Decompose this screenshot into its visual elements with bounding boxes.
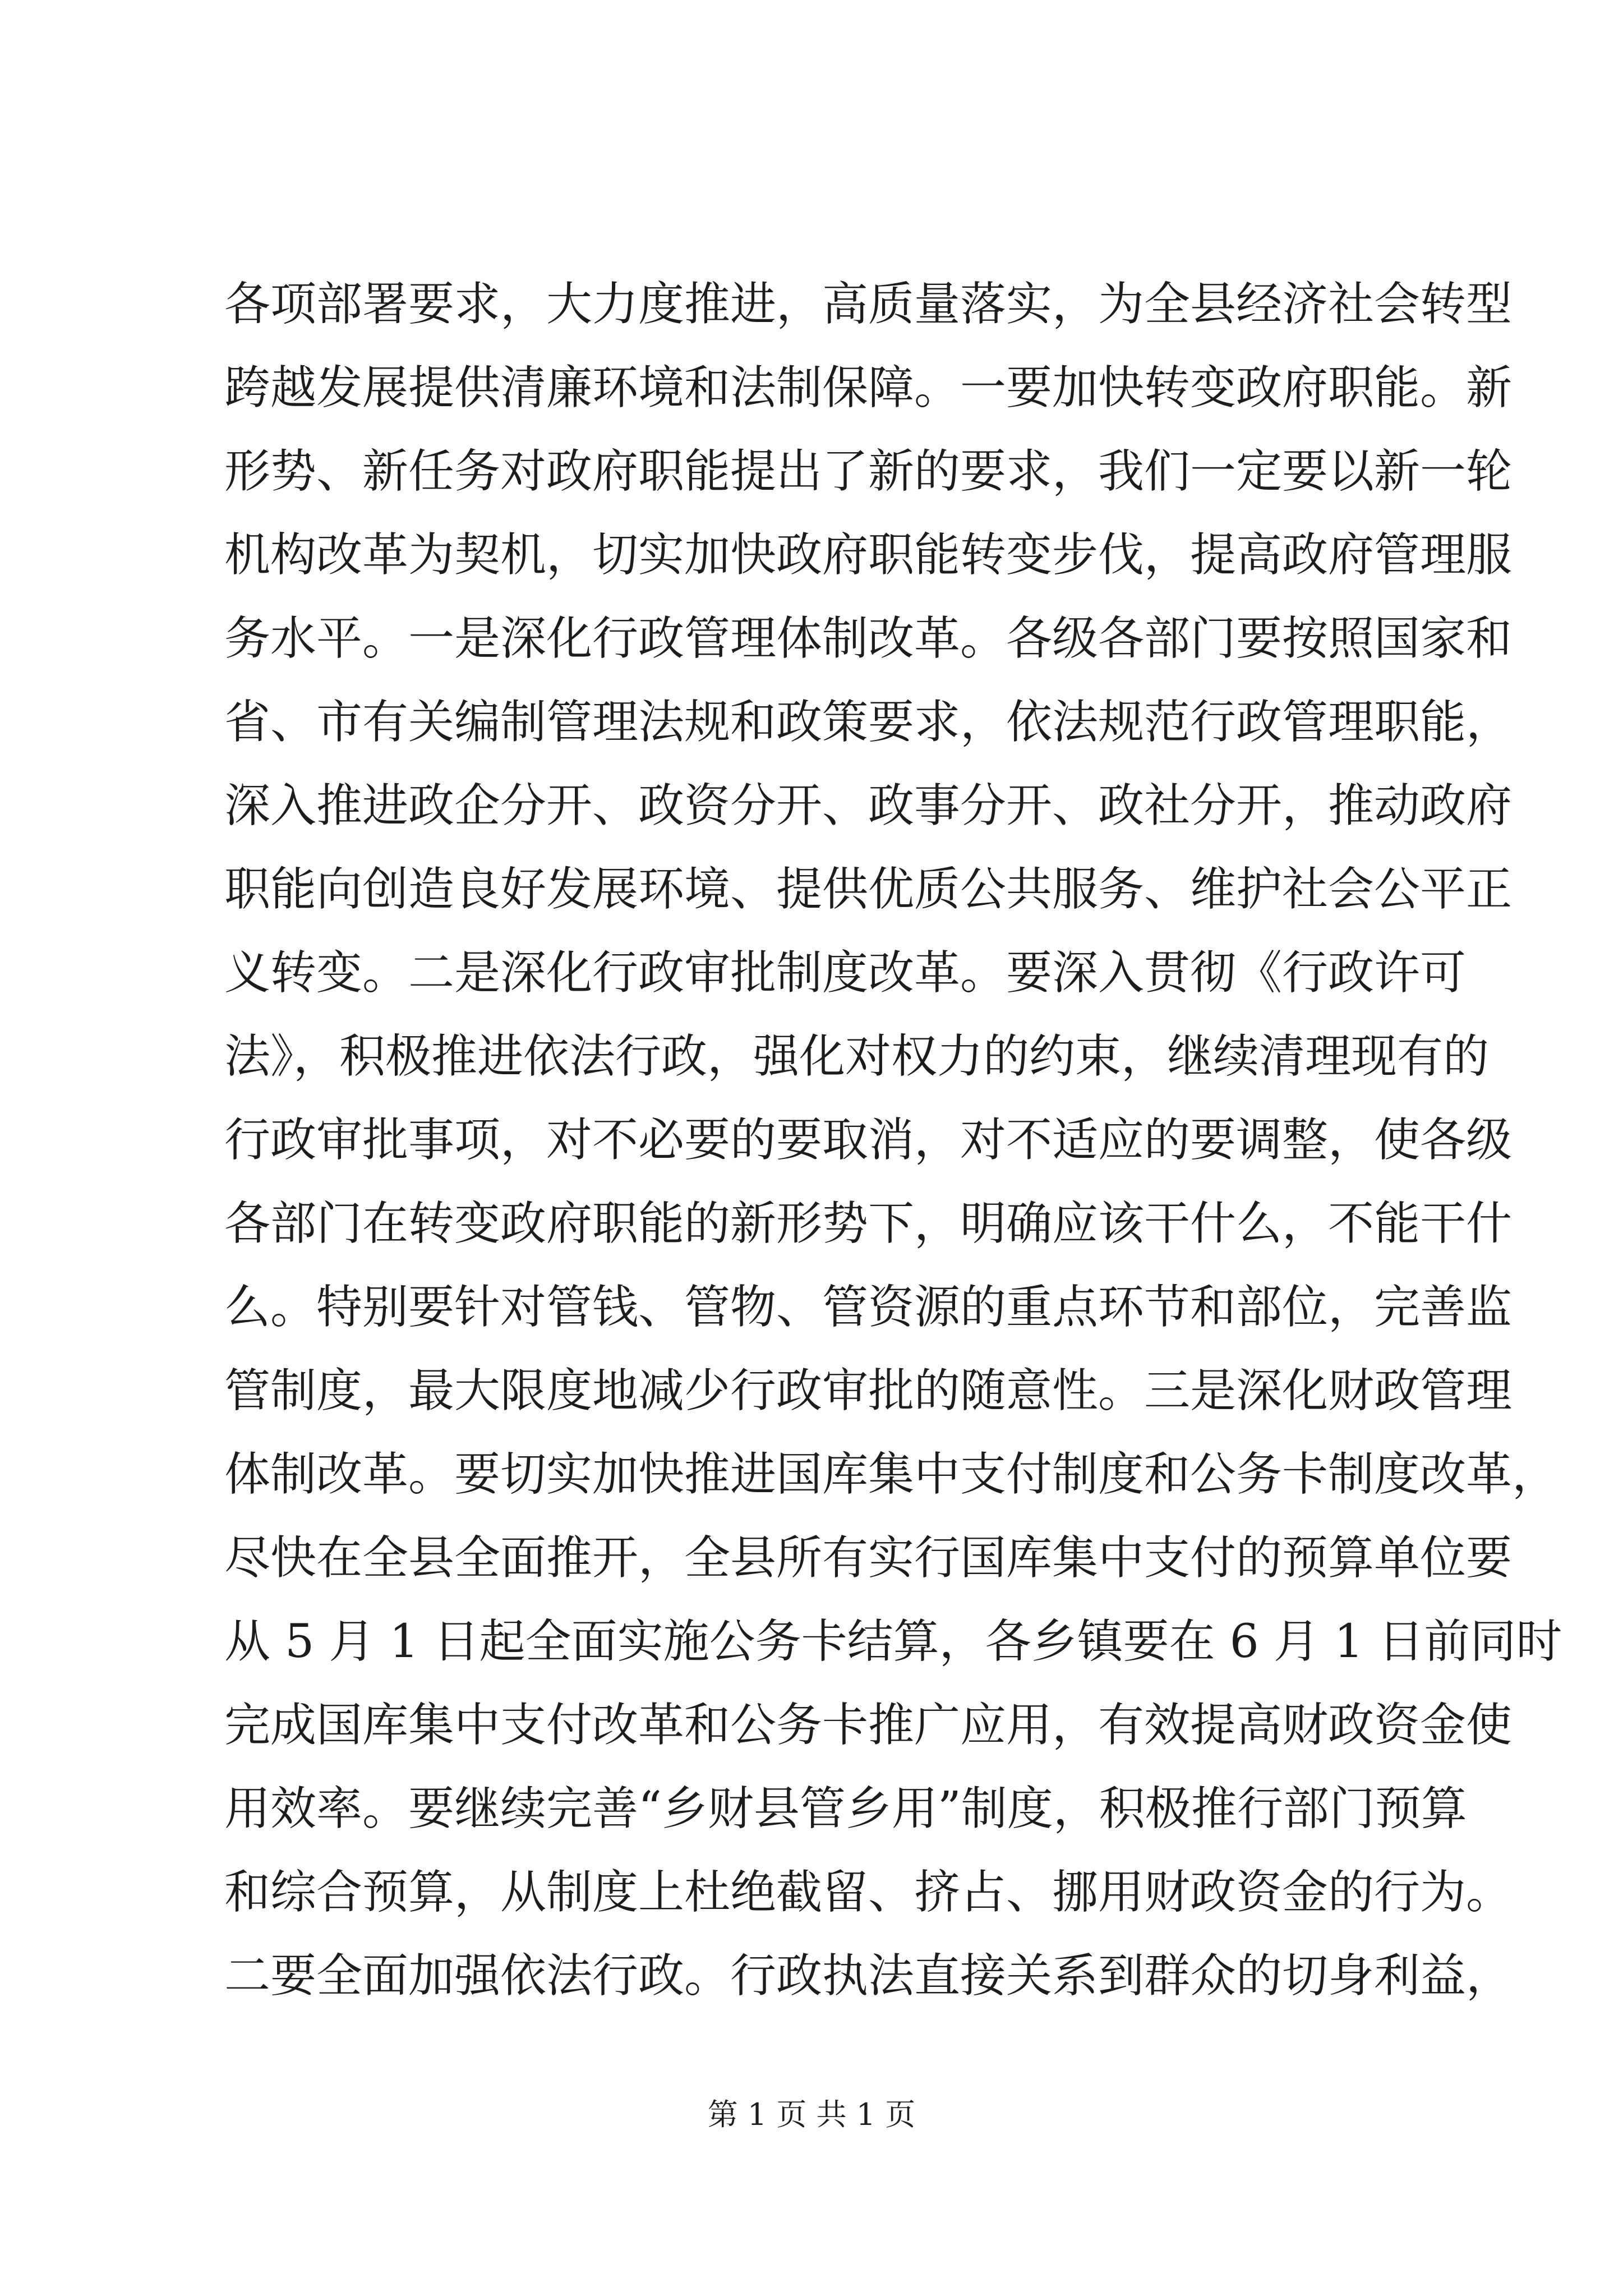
text-line-17: 从 5 月 1 日起全面实施公务卡结算，各乡镇要在 6 月 1 日前同时 [224, 1615, 1562, 1668]
text-line-13: 么。特别要针对管钱、管物、管资源的重点环节和部位，完善监 [224, 1281, 1513, 1334]
text-line-5: 务水平。一是深化行政管理体制改革。各级各部门要按照国家和 [224, 612, 1513, 665]
text-line-16: 尽快在全县全面推开，全县所有实行国库集中支付的预算单位要 [224, 1531, 1513, 1585]
text-line-18: 完成国库集中支付改革和公务卡推广应用，有效提高财政资金使 [224, 1699, 1513, 1752]
text-line-10: 法》，积极推进依法行政，强化对权力的约束，继续清理现有的 [224, 1030, 1490, 1083]
body-paragraph [224, 263, 1562, 2018]
text-line-3: 形势、新任务对政府职能提出了新的要求，我们一定要以新一轮 [224, 445, 1513, 498]
text-line-19: 用效率。要继续完善“乡财县管乡用”制度，积极推行部门预算 [224, 1782, 1467, 1835]
text-line-15: 体制改革。要切实加快推进国库集中支付制度和公务卡制度改革， [224, 1448, 1559, 1501]
text-line-9: 义转变。二是深化行政审批制度改革。要深入贯彻《行政许可 [224, 946, 1467, 1000]
text-line-2: 跨越发展提供清廉环境和法制保障。一要加快转变政府职能。新 [224, 361, 1513, 415]
page-footer [0, 2095, 1623, 2134]
page-number-label: 第 1 页 共 1 页 [707, 2097, 916, 2132]
text-line-6: 省、市有关编制管理法规和政策要求，依法规范行政管理职能， [224, 696, 1513, 749]
text-line-7: 深入推进政企分开、政资分开、政事分开、政社分开，推动政府 [224, 779, 1513, 832]
text-line-4: 机构改革为契机，切实加快政府职能转变步伐，提高政府管理服 [224, 528, 1513, 582]
text-line-12: 各部门在转变政府职能的新形势下，明确应该干什么，不能干什 [224, 1197, 1513, 1250]
text-line-14: 管制度，最大限度地减少行政审批的随意性。三是深化财政管理 [224, 1364, 1513, 1418]
text-line-1: 各项部署要求，大力度推进，高质量落实，为全县经济社会转型 [224, 278, 1513, 331]
text-line-20: 和综合预算，从制度上杜绝截留、挤占、挪用财政资金的行为。 [224, 1866, 1513, 1919]
text-line-11: 行政审批事项，对不必要的要取消，对不适应的要调整，使各级 [224, 1114, 1513, 1167]
text-line-21: 二要全面加强依法行政。行政执法直接关系到群众的切身利益， [224, 1949, 1513, 2003]
text-line-8: 职能向创造良好发展环境、提供优质公共服务、维护社会公平正 [224, 863, 1513, 916]
